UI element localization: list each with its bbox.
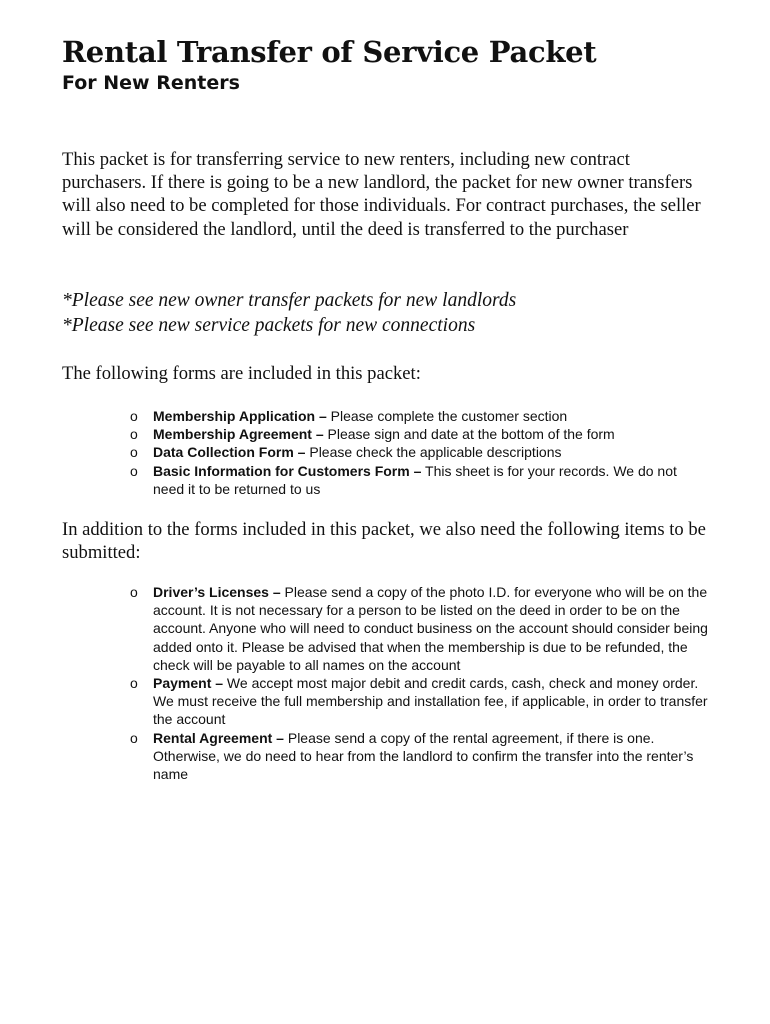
intro-paragraph: This packet is for transferring service to new renters, including new contract purchasers. If there is going to be a new landlord, the packet for new owner transfers will also need to be completed for those individuals. For contract purchases, the seller will be considered the landlord, until the deed is transferred to the purchaser [62, 149, 701, 240]
form-name: Data Collection Form – [153, 444, 306, 461]
note-new-connections: *Please see new service packets for new connections [62, 315, 476, 336]
item-description: We accept most major debit and credit cards, cash, check and money order. We must receive the full membership and installation fee, if applicable, in order to transfer the account [153, 675, 708, 728]
notes-block [62, 288, 516, 338]
list-item [130, 729, 710, 784]
bullet-marker: o [130, 408, 138, 424]
included-forms-list [130, 407, 705, 498]
item-description: Please send a copy of the rental agreement, if there is one. Otherwise, we do need to hear from the landlord to confirm the transfer into the renter’s name [153, 729, 694, 783]
document-title: Rental Transfer of Service Packet [62, 35, 597, 69]
item-name: Driver’s Licenses – [153, 584, 281, 600]
list-item [130, 407, 705, 425]
bullet-marker: o [130, 729, 138, 746]
forms-intro: The following forms are included in this packet: [62, 363, 421, 384]
form-description: Please complete the customer section [326, 408, 568, 424]
list-item [130, 425, 705, 443]
list-item [130, 443, 705, 461]
list-item [130, 674, 710, 729]
item-name: Payment – [153, 675, 224, 692]
form-name: Membership Agreement – [153, 426, 324, 443]
form-name: Basic Information for Customers Form – [153, 462, 422, 479]
bullet-marker: o [130, 462, 138, 479]
document-subtitle: For New Renters [62, 72, 240, 94]
bullet-marker: o [130, 675, 138, 692]
list-item [130, 462, 705, 498]
form-name: Membership Application – [153, 408, 327, 424]
item-name: Rental Agreement – [153, 729, 284, 746]
bullet-marker: o [130, 426, 138, 443]
note-new-landlords: *Please see new owner transfer packets for new landlords [62, 290, 517, 311]
additional-items-intro: In addition to the forms included in this packet, we also need the following items to be submitted: [62, 519, 706, 564]
form-description: Please check the applicable descriptions [305, 444, 562, 461]
bullet-marker: o [130, 444, 138, 461]
form-description: Please sign and date at the bottom of the form [323, 426, 615, 443]
bullet-marker: o [130, 584, 138, 600]
required-items-list [130, 583, 710, 783]
list-item [130, 583, 710, 674]
item-description: Please send a copy of the photo I.D. for everyone who will be on the account. It is not necessary for a person to be listed on the deed in order to be on the account. Anyone who will need to conduct business on the account should consider being added onto it. Please be advised that when the membership is due to be refunded, the check will be payable to all names on the account [153, 584, 708, 673]
form-description: This sheet is for your records. We do not need it to be returned to us [153, 462, 677, 497]
